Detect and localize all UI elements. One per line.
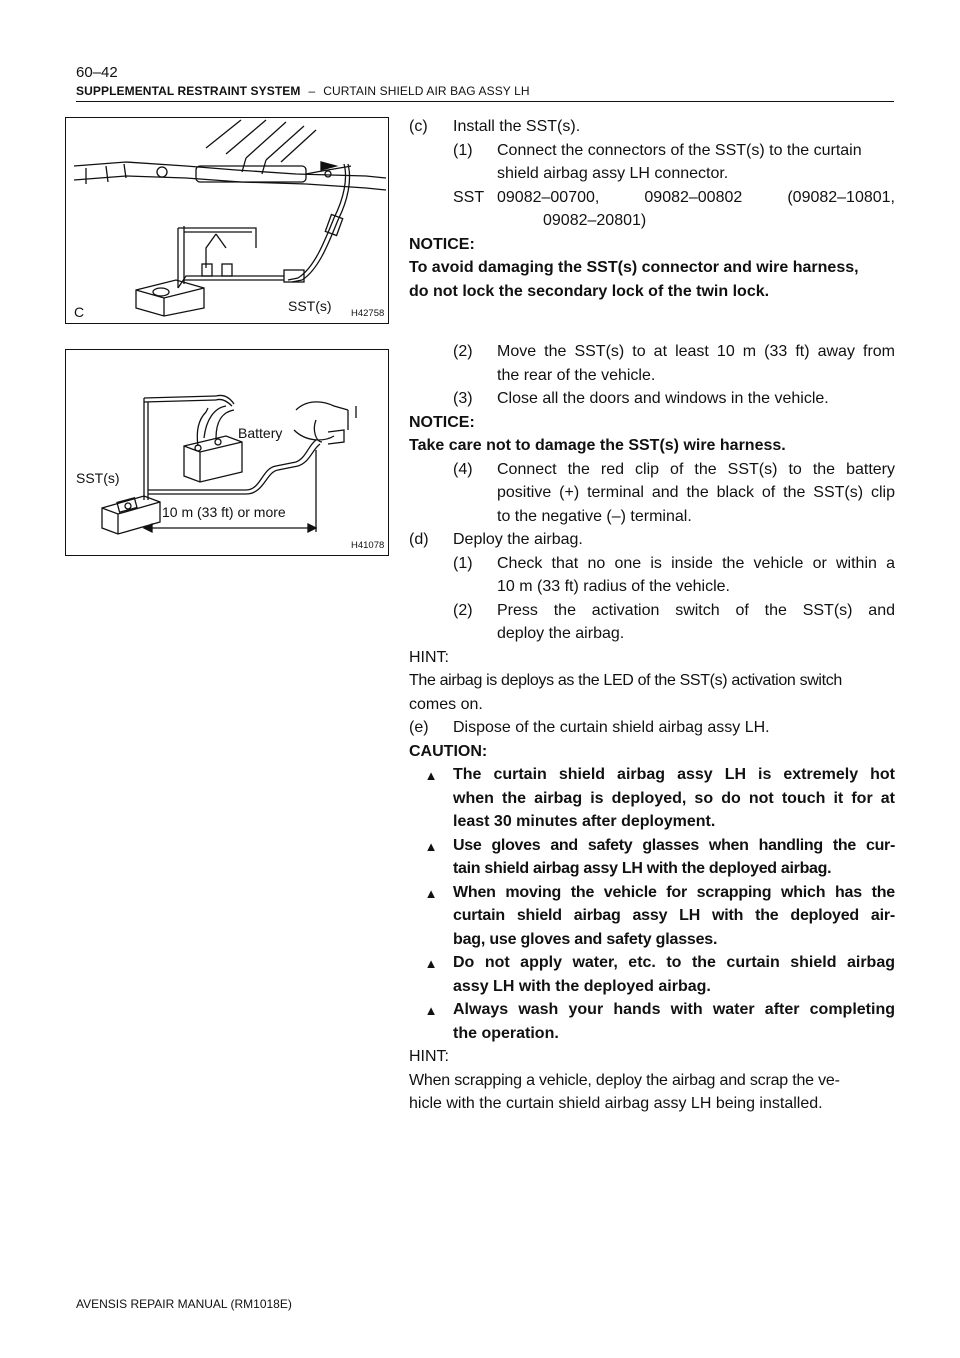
step-d1 [409, 552, 895, 599]
figure-code: H42758 [351, 308, 385, 319]
sst-label: SST(s) [76, 470, 120, 486]
caution-text: When moving the vehicle for scrapping which has the [453, 883, 895, 901]
step-text: Press the activation switch of the SST(s) and [497, 601, 895, 619]
caution-text: assy LH with the deployed airbag. [453, 977, 711, 995]
step-label: (1) [453, 141, 473, 159]
caution-text: Use gloves and safety glasses when handling the cur- [453, 836, 895, 854]
header-subtitle: CURTAIN SHIELD AIR BAG ASSY LH [323, 84, 530, 98]
step-c3 [409, 387, 895, 411]
step-text: Dispose of the curtain shield airbag assy LH. [453, 719, 770, 736]
notice-heading: NOTICE: [409, 235, 475, 253]
warning-triangle-icon: ▲ [424, 1003, 438, 1018]
step-text: shield airbag assy LH connector. [497, 165, 729, 182]
step-label: (1) [453, 554, 473, 572]
step-text: Check that no one is inside the vehicle or within a [497, 554, 895, 572]
sst-text: 09082–00700, 09082–00802 (09082–10801, [497, 188, 895, 206]
step-e [409, 716, 895, 740]
step-text: Deploy the airbag. [453, 531, 583, 548]
step-c2 [409, 340, 895, 387]
warning-triangle-icon: ▲ [424, 768, 438, 783]
step-label: (e) [409, 719, 429, 736]
step-text: Connect the connectors of the SST(s) to the curtain [497, 141, 862, 159]
caution-text: bag, use gloves and safety glasses. [453, 930, 718, 948]
caution-text: The curtain shield airbag assy LH is extremely hot [453, 766, 895, 783]
step-text: to the negative (–) terminal. [497, 507, 692, 525]
caution-text: curtain shield airbag assy LH with the deployed air- [453, 907, 895, 924]
step-text: the rear of the vehicle. [497, 366, 656, 384]
sst-distance-illustration [66, 350, 388, 555]
step-c4 [409, 458, 895, 529]
caution-item [409, 881, 895, 952]
caution-item [409, 951, 895, 998]
figure-sst-connection [65, 117, 389, 324]
notice-text: do not lock the secondary lock of the twin lock. [409, 282, 770, 300]
step-text: positive (+) terminal and the black of the SST(s) clip [497, 484, 895, 501]
step-text: Install the SST(s). [453, 118, 581, 135]
warning-triangle-icon: ▲ [424, 838, 438, 854]
procedure-text [409, 115, 895, 1116]
step-d [409, 528, 895, 552]
page-header [76, 84, 894, 102]
sst-text: 09082–20801) [543, 212, 647, 229]
page-footer: AVENSIS REPAIR MANUAL (RM1018E) [76, 1297, 292, 1311]
header-title: SUPPLEMENTAL RESTRAINT SYSTEM [76, 84, 301, 98]
header-separator: – [308, 84, 316, 98]
step-d2 [409, 599, 895, 646]
step-label: (4) [453, 460, 473, 478]
step-text: 10 m (33 ft) radius of the vehicle. [497, 578, 730, 595]
sst-label: SST [453, 188, 485, 206]
notice-text: Take care not to damage the SST(s) wire harness. [409, 437, 786, 454]
step-label: (c) [409, 118, 428, 135]
hint-text: The airbag is deploys as the LED of the SST(s) activation switch [409, 672, 842, 689]
step-text: Move the SST(s) to at least 10 m (33 ft) away from [497, 343, 895, 360]
warning-triangle-icon: ▲ [424, 956, 438, 971]
hint-text: hicle with the curtain shield airbag assy LH being installed. [409, 1095, 823, 1112]
hint-heading: HINT: [409, 648, 449, 666]
step-text: deploy the airbag. [497, 625, 625, 642]
sst-label: SST(s) [288, 298, 332, 314]
hint-text: comes on. [409, 695, 483, 713]
step-label: (2) [453, 343, 473, 360]
figure-sst-distance [65, 349, 389, 556]
caution-text: Always wash your hands with water after completing [453, 1001, 895, 1018]
notice-heading: NOTICE: [409, 413, 475, 431]
sst-numbers [409, 186, 895, 233]
sst-connection-illustration [66, 118, 388, 323]
step-label: (2) [453, 601, 473, 619]
figure-code: H41078 [351, 540, 385, 551]
caution-text: the operation. [453, 1024, 559, 1042]
caution-item [409, 998, 895, 1045]
notice-text: To avoid damaging the SST(s) connector and wire harness, [409, 259, 859, 276]
caution-text: Do not apply water, etc. to the curtain shield airbag [453, 954, 895, 971]
figure-corner-label: C [74, 304, 85, 320]
warning-triangle-icon: ▲ [424, 885, 438, 901]
battery-label: Battery [238, 425, 283, 441]
step-text: Connect the red clip of the SST(s) to the battery [497, 460, 895, 478]
caution-item [409, 834, 895, 881]
step-c1 [409, 139, 895, 186]
caution-heading: CAUTION: [409, 742, 488, 760]
hint-heading: HINT: [409, 1048, 449, 1065]
page-number: 60–42 [76, 64, 118, 81]
distance-label: 10 m (33 ft) or more [162, 504, 286, 520]
step-c [409, 115, 895, 139]
caution-item [409, 763, 895, 834]
caution-text: least 30 minutes after deployment. [453, 813, 716, 830]
step-text: Close all the doors and windows in the vehicle. [497, 390, 829, 407]
caution-text: tain shield airbag assy LH with the deployed airbag. [453, 860, 832, 877]
step-label: (3) [453, 390, 473, 407]
hint-text: When scrapping a vehicle, deploy the airbag and scrap the ve- [409, 1071, 840, 1089]
caution-text: when the airbag is deployed, so do not touch it for at [453, 789, 895, 807]
step-label: (d) [409, 531, 429, 548]
